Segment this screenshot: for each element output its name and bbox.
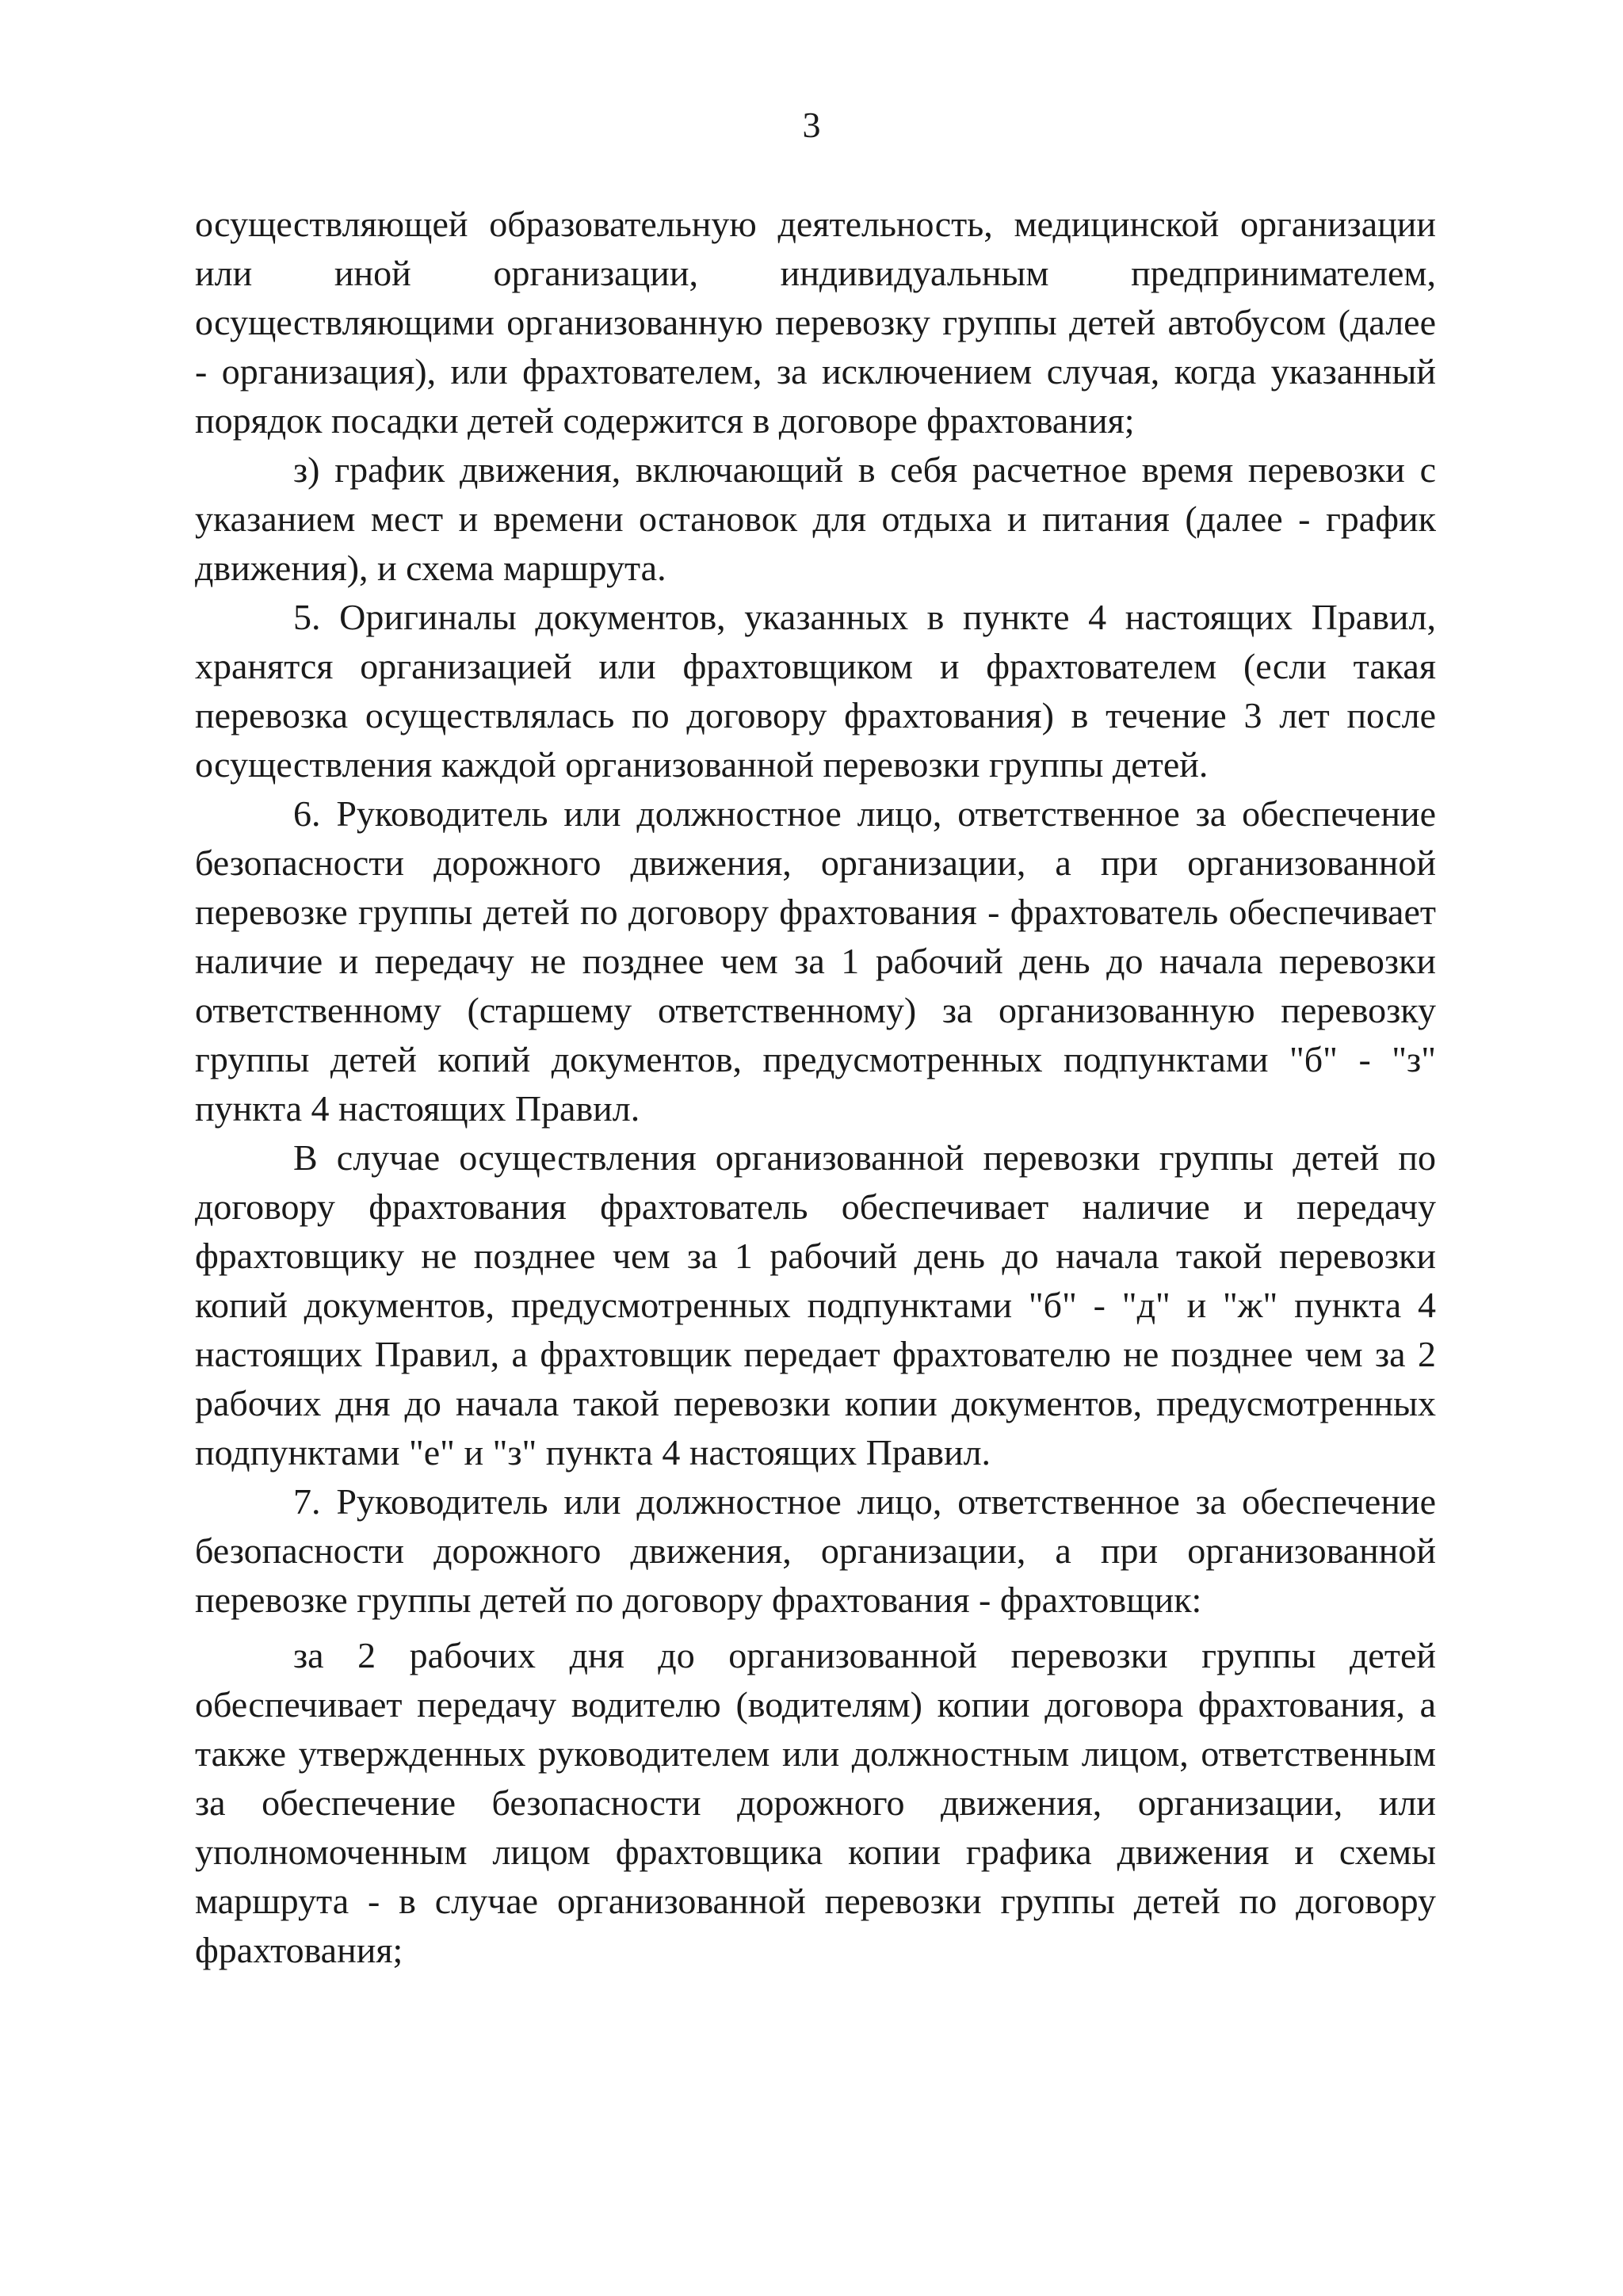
paragraph-subitem-z: з) график движения, включающий в себя расчетное время перевозки с указанием мест и времени остановок для отдыха и питания (далее - график движения), и схема маршрута.	[195, 449, 1436, 588]
paragraph-item-7-subitem: за 2 рабочих дня до организованной перевозки группы детей обеспечивает передачу водителю (водителям) копии договора фрахтования, а также утвержденных руководителем или должностным лицом, ответственным за обеспечение безопасности дорожного движения, организации, или уполномоченным лицом фрахтовщика копии графика движения и схемы маршрута - в случае организованной перевозки группы детей по договору фрахтования;	[195, 1635, 1436, 1970]
paragraph-continuation: осуществляющей образовательную деятельность, медицинской организации или иной организации, индивидуальным предпринимателем, осуществляющими организованную перевозку группы детей автобусом (далее - организация), или фрахтователем, за исключением случая, когда указанный порядок посадки детей содержится в договоре фрахтования;	[195, 204, 1436, 441]
document-body	[195, 200, 1436, 1975]
paragraph-item-6-continued: В случае осуществления организованной перевозки группы детей по договору фрахтования фрахтователь обеспечивает наличие и передачу фрахтовщику не позднее чем за 1 рабочий день до начала такой перевозки копий документов, предусмотренных подпунктами "б" - "д" и "ж" пункта 4 настоящих Правил, а фрахтовщик передает фрахтователю не позднее чем за 2 рабочих дня до начала такой перевозки копии документов, предусмотренных подпунктами "е" и "з" пункта 4 настоящих Правил.	[195, 1137, 1436, 1473]
paragraph-item-6: 6. Руководитель или должностное лицо, ответственное за обеспечение безопасности дорожного движения, организации, а при организованной перевозке группы детей по договору фрахтования - фрахтователь обеспечивает наличие и передачу не позднее чем за 1 рабочий день до начала перевозки ответственному (старшему ответственному) за организованную перевозку группы детей копий документов, предусмотренных подпунктами "б" - "з" пункта 4 настоящих Правил.	[195, 793, 1436, 1129]
paragraph-item-5: 5. Оригиналы документов, указанных в пункте 4 настоящих Правил, хранятся организацией или фрахтовщиком и фрахтователем (если такая перевозка осуществлялась по договору фрахтования) в течение 3 лет после осуществления каждой организованной перевозки группы детей.	[195, 597, 1436, 785]
page-number: 3	[802, 105, 821, 145]
paragraph-item-7: 7. Руководитель или должностное лицо, ответственное за обеспечение безопасности дорожного движения, организации, а при организованной перевозке группы детей по договору фрахтования - фрахтовщик:	[195, 1481, 1436, 1620]
